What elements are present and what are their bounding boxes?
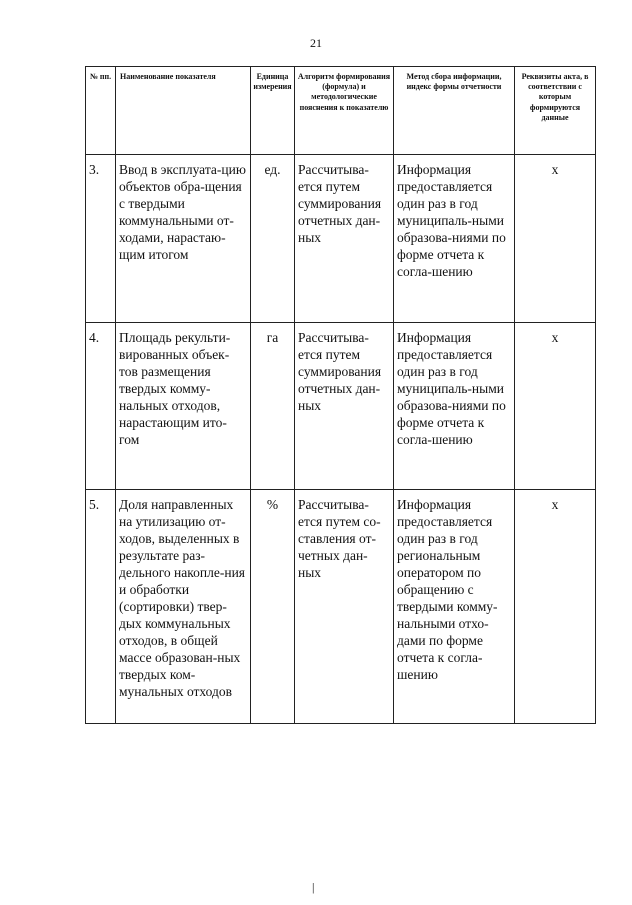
header-requisites: Реквизиты акта, в соответствии с которым формируются данные xyxy=(515,67,596,155)
indicator-name: Доля направленных на утилизацию от-ходов, выделенных в результате раз-дельного накопле-ния и обработки (сортировки) твер-дых коммунальных отходов, в общей массе образован-ных твердых ком-мунальных отходов xyxy=(116,490,251,724)
requisites-cell: x xyxy=(515,323,596,490)
unit-cell: ед. xyxy=(251,155,295,323)
table-header-row xyxy=(86,67,596,155)
row-number: 3. xyxy=(86,155,116,323)
unit-cell: га xyxy=(251,323,295,490)
header-method: Метод сбора информации, индекс формы отчетности xyxy=(394,67,515,155)
indicator-name: Ввод в эксплуата-цию объектов обра-щения с твердыми коммунальными от-ходами, нарастаю-щим итогом xyxy=(116,155,251,323)
indicator-name: Площадь рекульти-вированных объек-тов размещения твердых комму-нальных отходов, нарастающим ито-гом xyxy=(116,323,251,490)
footer-mark: | xyxy=(312,880,315,894)
requisites-cell: x xyxy=(515,490,596,724)
method-cell: Информация предоставляется один раз в год муниципаль-ными образова-ниями по форме отчета к согла-шению xyxy=(394,155,515,323)
table-row xyxy=(86,490,596,724)
algorithm-cell: Рассчитыва-ется путем суммирования отчетных дан-ных xyxy=(295,323,394,490)
method-cell: Информация предоставляется один раз в год муниципаль-ными образова-ниями по форме отчета к согла-шению xyxy=(394,323,515,490)
requisites-cell: x xyxy=(515,155,596,323)
header-num: № пп. xyxy=(86,67,116,155)
algorithm-cell: Рассчитыва-ется путем суммирования отчетных дан-ных xyxy=(295,155,394,323)
header-algorithm: Алгоритм формирования (формула) и методологические пояснения к показателю xyxy=(295,67,394,155)
page-number: 21 xyxy=(310,36,322,50)
indicators-table xyxy=(85,66,596,724)
table-row xyxy=(86,323,596,490)
table-row xyxy=(86,155,596,323)
row-number: 5. xyxy=(86,490,116,724)
algorithm-cell: Рассчитыва-ется путем со-ставления от-четных дан-ных xyxy=(295,490,394,724)
method-cell: Информация предоставляется один раз в год региональным оператором по обращению с твердыми комму-нальными отхо-дами по форме отчета к согла-шению xyxy=(394,490,515,724)
unit-cell: % xyxy=(251,490,295,724)
header-unit: Единица измерения xyxy=(251,67,295,155)
row-number: 4. xyxy=(86,323,116,490)
header-name: Наименование показателя xyxy=(116,67,251,155)
